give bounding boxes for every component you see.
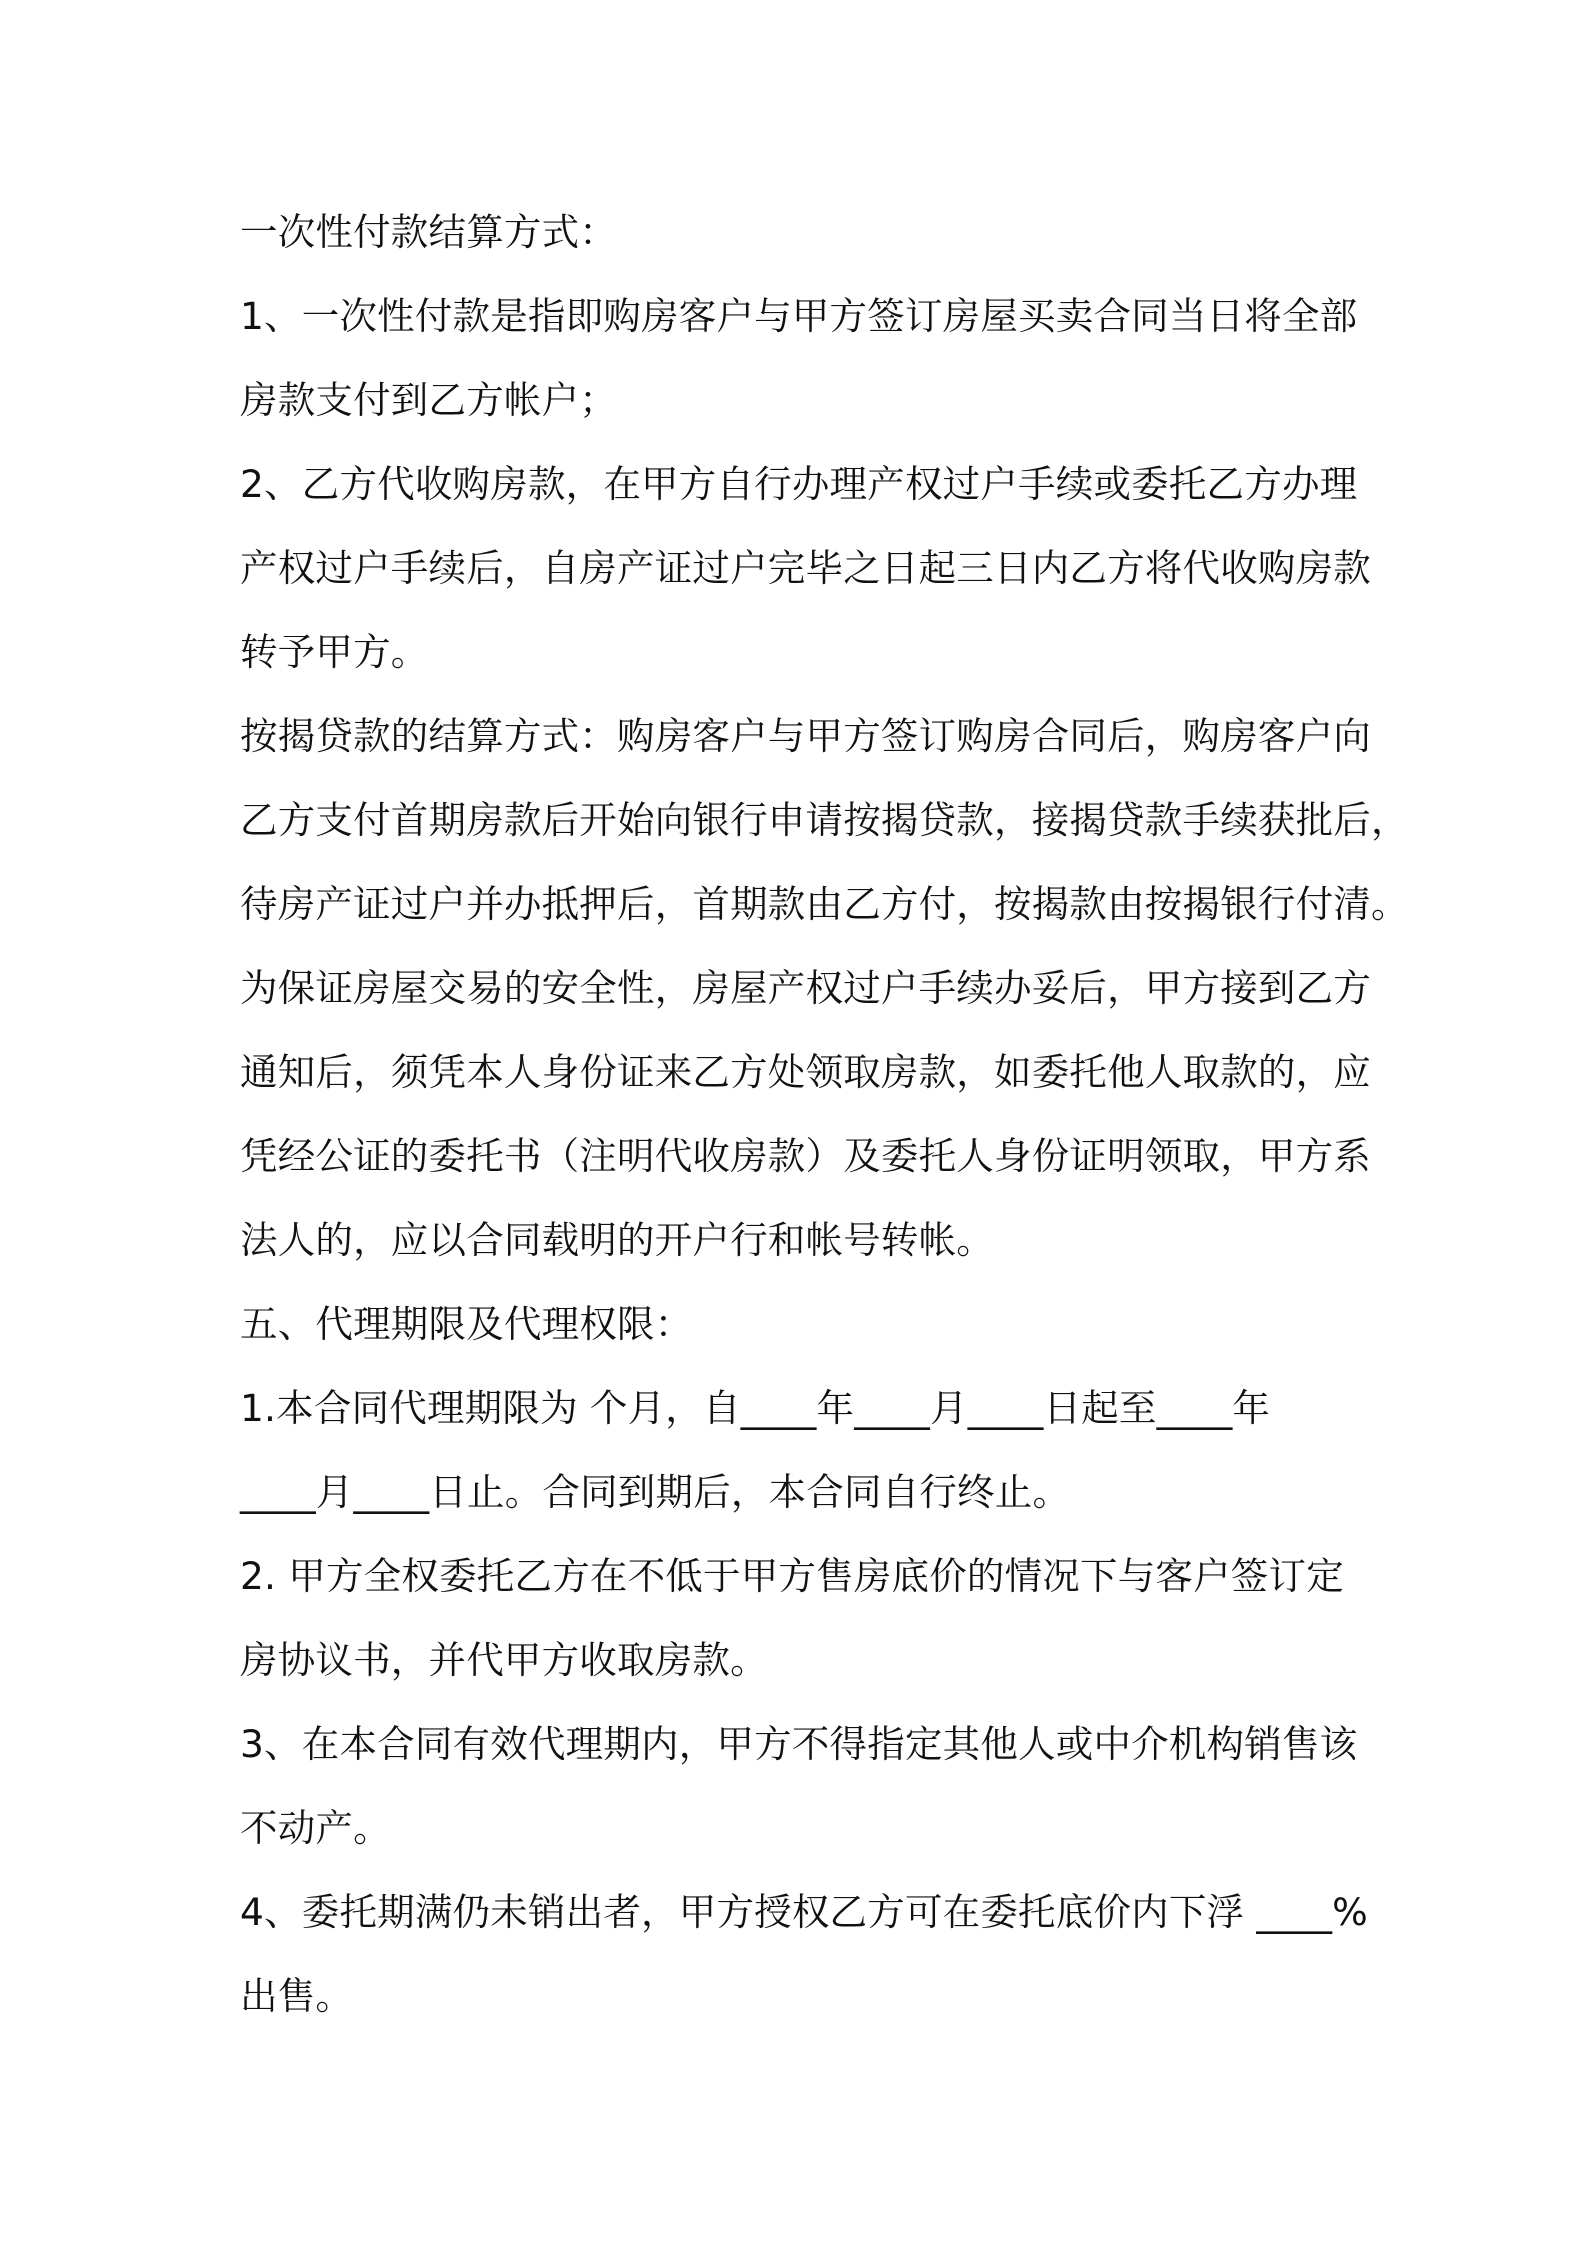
paragraph-line: 1.本合同代理期限为 个月，自____年____月____日起至____年 [240, 1386, 1271, 1430]
paragraph-line: 2. 甲方全权委托乙方在不低于甲方售房底价的情况下与客户签订定 [240, 1554, 1344, 1598]
paragraph-line: 按揭贷款的结算方式：购房客户与甲方签订购房合同后，购房客户向 [240, 714, 1371, 758]
paragraph-line: 不动产。 [240, 1806, 391, 1850]
paragraph-line: 转予甲方。 [240, 630, 429, 674]
paragraph-line: 通知后，须凭本人身份证来乙方处领取房款，如委托他人取款的，应 [240, 1050, 1371, 1094]
section-heading-agency-term: 五、代理期限及代理权限： [240, 1302, 693, 1346]
paragraph-line: 出售。 [240, 1974, 354, 2018]
paragraph-line: 房协议书，并代甲方收取房款。 [240, 1638, 768, 1682]
paragraph-line: ____月____日止。合同到期后，本合同自行终止。 [240, 1470, 1071, 1514]
paragraph-line: 3、在本合同有效代理期内，甲方不得指定其他人或中介机构销售该 [240, 1722, 1358, 1766]
paragraph-line: 凭经公证的委托书（注明代收房款）及委托人身份证明领取，甲方系 [240, 1134, 1371, 1178]
paragraph-line: 2、乙方代收购房款，在甲方自行办理产权过户手续或委托乙方办理 [240, 462, 1358, 506]
paragraph-line: 1、一次性付款是指即购房客户与甲方签订房屋买卖合同当日将全部 [240, 294, 1358, 338]
paragraph-line: 4、委托期满仍未销出者，甲方授权乙方可在委托底价内下浮 ____% [240, 1890, 1369, 1934]
paragraph-line: 乙方支付首期房款后开始向银行申请按揭贷款，接揭贷款手续获批后， [240, 798, 1409, 842]
paragraph-line: 法人的，应以合同载明的开户行和帐号转帐。 [240, 1218, 994, 1262]
paragraph-line: 为保证房屋交易的安全性，房屋产权过户手续办妥后，甲方接到乙方 [240, 966, 1371, 1010]
paragraph-line: 待房产证过户并办抵押后，首期款由乙方付，按揭款由按揭银行付清。 [240, 882, 1409, 926]
document-body [240, 205, 1409, 2053]
paragraph-line: 产权过户手续后，自房产证过户完毕之日起三日内乙方将代收购房款 [240, 546, 1371, 590]
section-heading-lump-sum: 一次性付款结算方式： [240, 210, 617, 254]
paragraph-line: 房款支付到乙方帐户； [240, 378, 617, 422]
